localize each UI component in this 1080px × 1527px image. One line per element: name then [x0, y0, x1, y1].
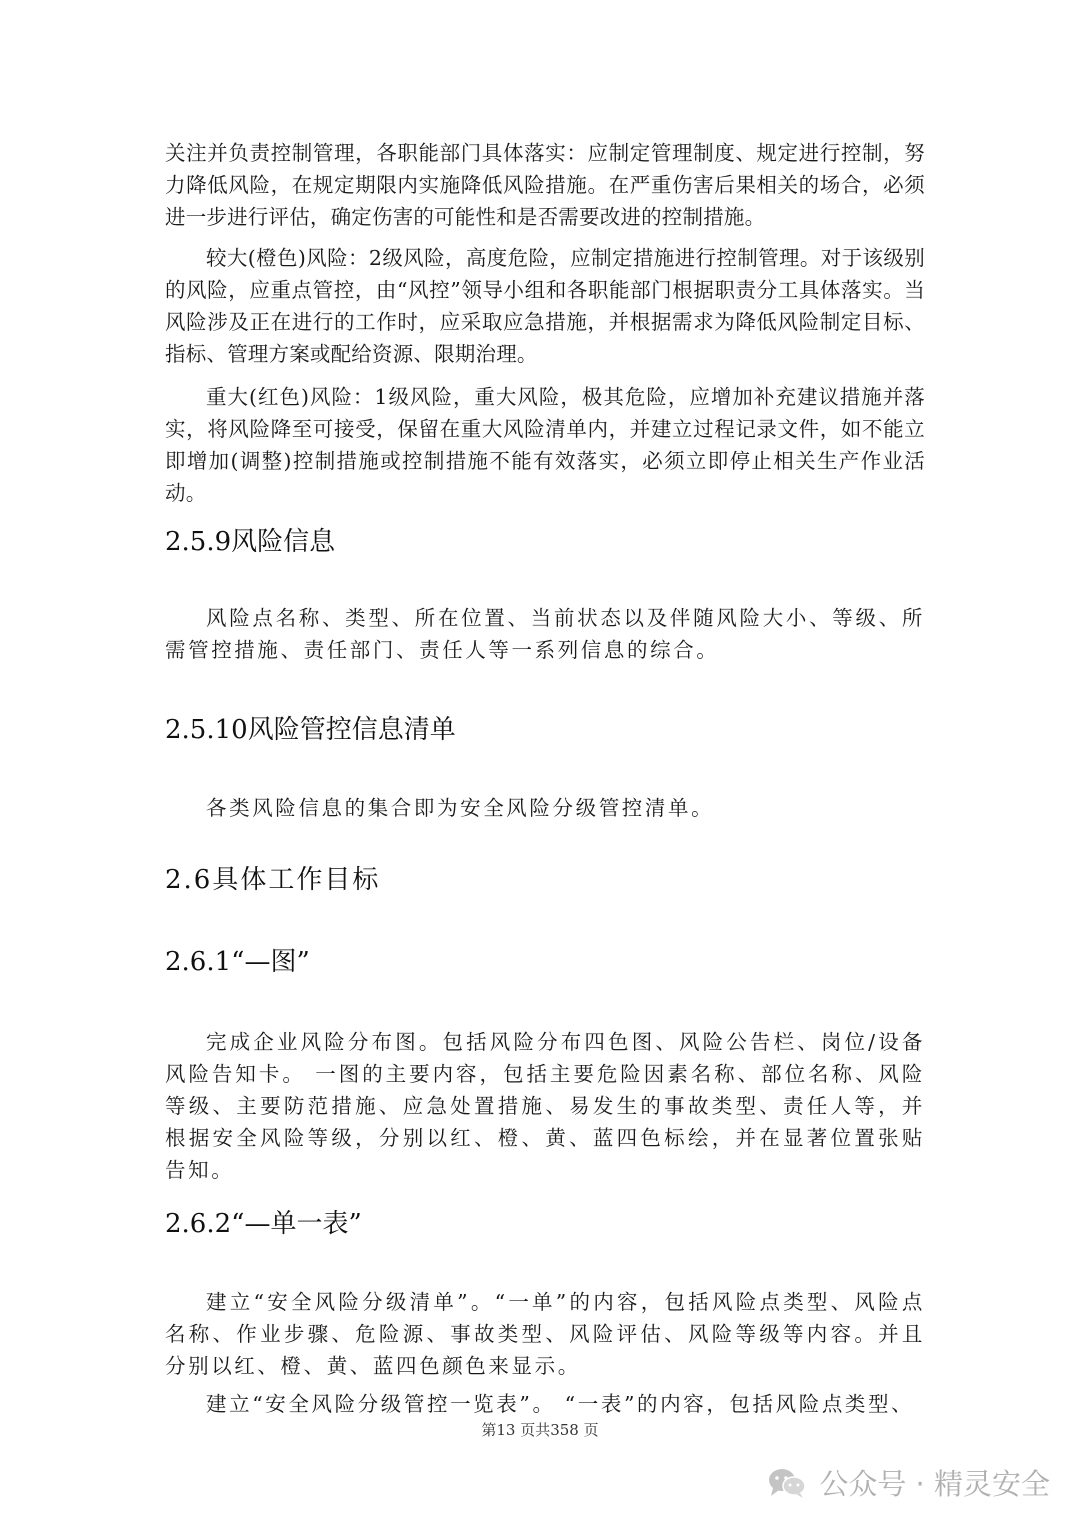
paragraph-risk-list-sheet: 建立“安全风险分级清单”。“一单”的内容，包括风险点类型、风险点名称、作业步骤、危险源、事故类型、风险评估、风险等级等内容。并且分别以红、橙、黄、蓝四色颜色来显示。: [165, 1290, 925, 1378]
heading-2-5-9: 2.5.9风险信息: [165, 527, 336, 557]
heading-2-5-10: 2.5.10风险管控信息清单: [165, 715, 456, 745]
paragraph-risk-table: 建立“安全风险分级管控一览表”。 “一表”的内容，包括风险点类型、: [206, 1392, 915, 1416]
heading-2-6: 2.6具体工作目标: [165, 865, 381, 895]
page-footer: 第13 页共358 页: [481, 1421, 599, 1439]
heading-2-6-1: 2.6.1“—图”: [165, 947, 310, 977]
paragraph-red-risk: 重大(红色)风险：1级风险，重大风险，极其危险，应增加补充建议措施并落实，将风险降至可接受，保留在重大风险清单内，并建立过程记录文件，如不能立即增加(调整)控制措施或控制措施不能有效落实，必须立即停止相关生产作业活动。: [165, 385, 925, 505]
paragraph-risk-list: 各类风险信息的集合即为安全风险分级管控清单。: [206, 796, 715, 820]
watermark-text: 公众号 · 精灵安全: [819, 1467, 1050, 1501]
paragraph-control-management: 关注并负责控制管理，各职能部门具体落实：应制定管理制度、规定进行控制，努力降低风险，在规定期限内实施降低风险措施。在严重伤害后果相关的场合，必须进一步进行评估，确定伤害的可能性和是否需要改进的控制措施。: [165, 141, 925, 229]
wechat-icon: [767, 1466, 807, 1500]
paragraph-risk-info: 风险点名称、类型、所在位置、当前状态以及伴随风险大小、等级、所需管控措施、责任部门、责任人等一系列信息的综合。: [165, 606, 925, 662]
paragraph-orange-risk: 较大(橙色)风险：2级风险，高度危险，应制定措施进行控制管理。对于该级别的风险，应重点管控，由“风控”领导小组和各职能部门根据职责分工具体落实。当风险涉及正在进行的工作时，应采取应急措施，并根据需求为降低风险制定目标、指标、管理方案或配给资源、限期治理。: [165, 246, 925, 366]
paragraph-risk-map: 完成企业风险分布图。包括风险分布四色图、风险公告栏、岗位/设备风险告知卡。 一图的主要内容，包括主要危险因素名称、部位名称、风险等级、主要防范措施、应急处置措施、易发生的事故类型、责任人等，并根据安全风险等级，分别以红、橙、黄、蓝四色标绘，并在显著位置张贴告知。: [165, 1030, 925, 1182]
heading-2-6-2: 2.6.2“—单一表”: [165, 1209, 362, 1239]
watermark: [767, 1462, 1050, 1503]
